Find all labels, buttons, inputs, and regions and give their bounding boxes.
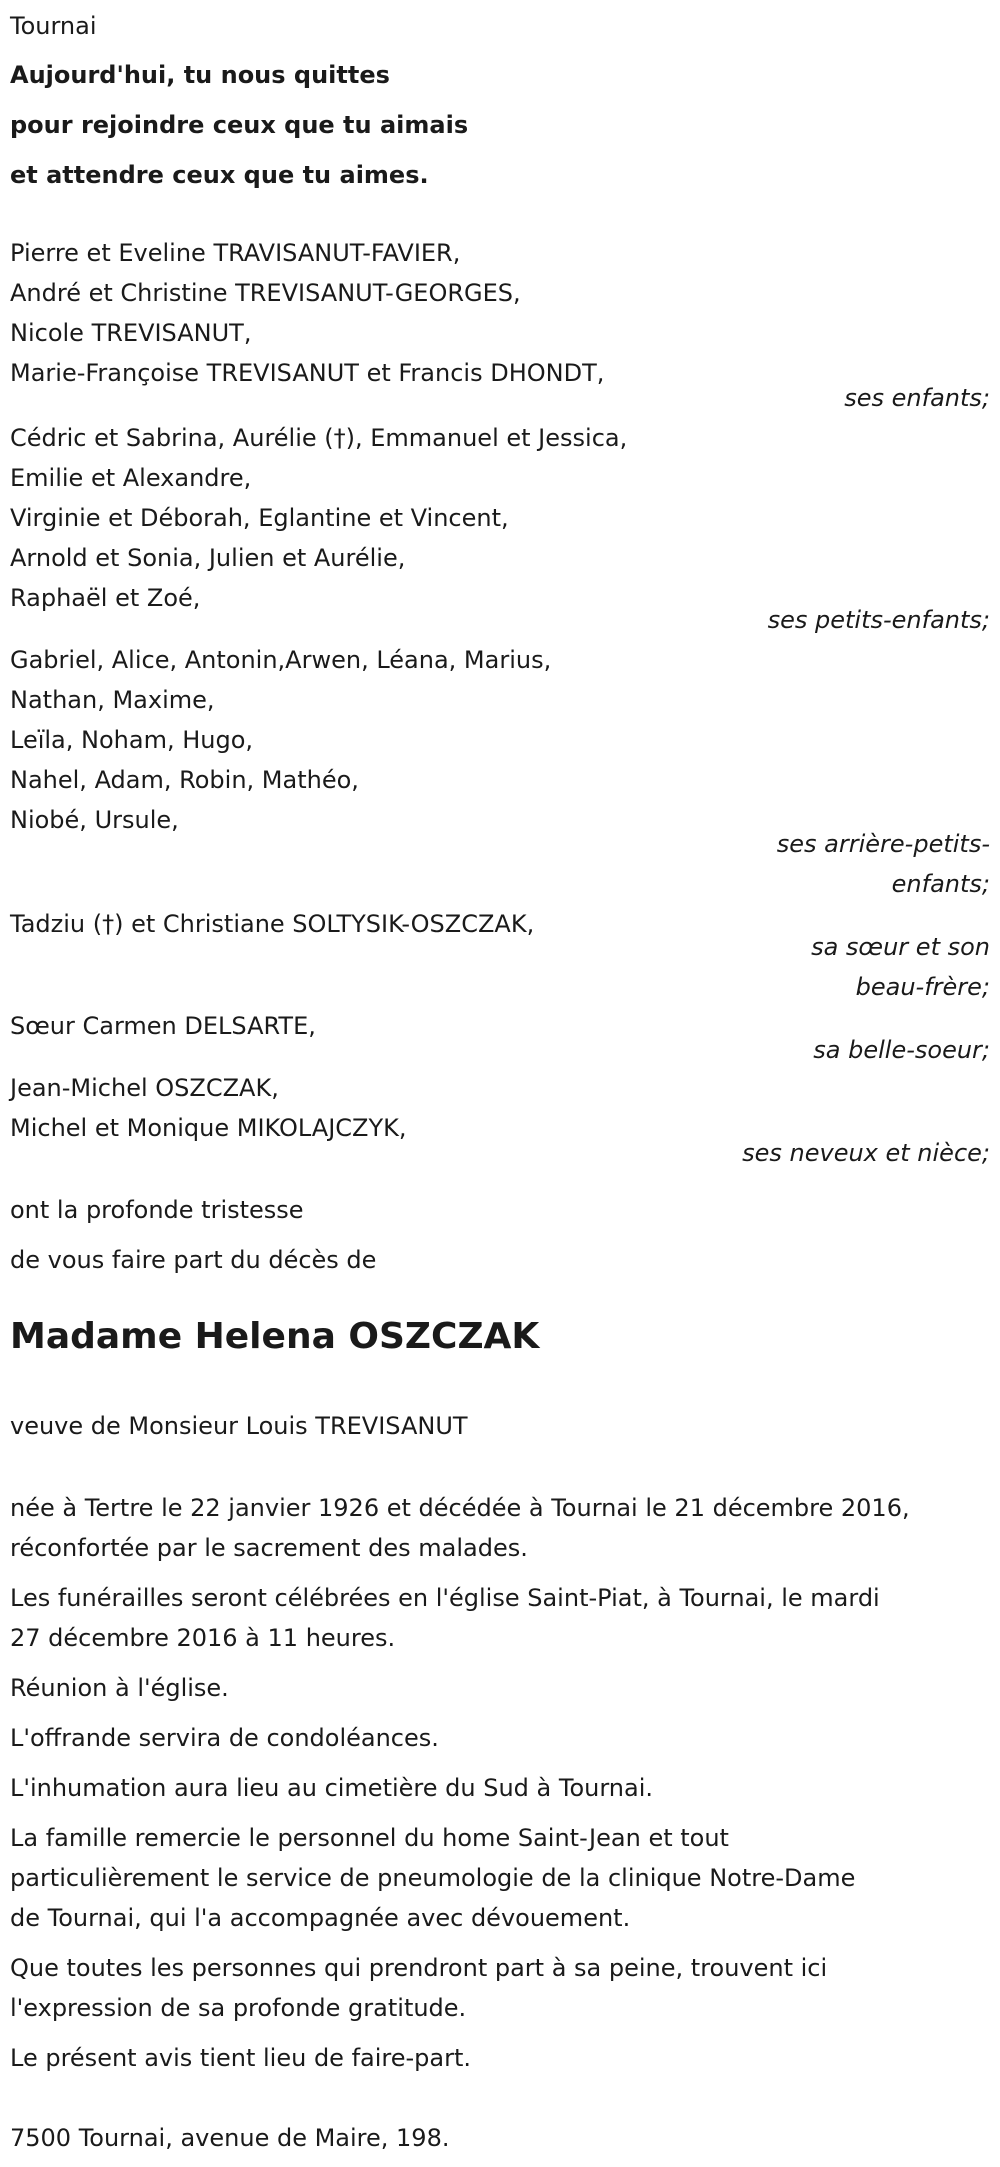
arriere-line-5: Niobé, Ursule, [10, 806, 179, 834]
announce-line-1: ont la profonde tristesse [10, 1196, 304, 1224]
announce-line-2: de vous faire part du décès de [10, 1246, 377, 1274]
petits-enfants-line-2: Emilie et Alexandre, [10, 464, 252, 492]
arriere-line-3: Leïla, Noham, Hugo, [10, 726, 254, 754]
poem-line-1: Aujourd'hui, tu nous quittes [10, 61, 390, 89]
arriere-line-4: Nahel, Adam, Robin, Mathéo, [10, 766, 359, 794]
belle-soeur-label: sa belle-soeur; [813, 1036, 990, 1064]
petits-enfants-line-4: Arnold et Sonia, Julien et Aurélie, [10, 544, 406, 572]
enfants-line-1: Pierre et Eveline TRAVISANUT-FAVIER, [10, 239, 461, 267]
petits-enfants-line-3: Virginie et Déborah, Eglantine et Vincent, [10, 504, 509, 532]
soeur-label-2: beau-frère; [855, 973, 990, 1001]
arriere-line-1: Gabriel, Alice, Antonin,Arwen, Léana, Marius, [10, 646, 552, 674]
soeur-label-1: sa sœur et son [811, 933, 990, 961]
arriere-label-2: enfants; [891, 870, 990, 898]
arriere-line-2: Nathan, Maxime, [10, 686, 215, 714]
enfants-line-4: Marie-Françoise TREVISANUT et Francis DHONDT, [10, 359, 605, 387]
details-line-1: née à Tertre le 22 janvier 1926 et décédée à Tournai le 21 décembre 2016, [10, 1494, 910, 1522]
petits-enfants-line-1: Cédric et Sabrina, Aurélie (†), Emmanuel et Jessica, [10, 424, 628, 452]
petits-enfants-line-5: Raphaël et Zoé, [10, 584, 201, 612]
details-line-12: l'expression de sa profonde gratitude. [10, 1994, 467, 2022]
soeur-line: Tadziu (†) et Christiane SOLTYSIK-OSZCZAK, [10, 910, 535, 938]
belle-soeur-line: Sœur Carmen DELSARTE, [10, 1012, 316, 1040]
details-line-7: L'inhumation aura lieu au cimetière du Sud à Tournai. [10, 1774, 654, 1802]
neveux-line-2: Michel et Monique MIKOLAJCZYK, [10, 1114, 407, 1142]
details-line-6: L'offrande servira de condoléances. [10, 1724, 439, 1752]
poem-line-2: pour rejoindre ceux que tu aimais [10, 111, 469, 139]
neveux-label: ses neveux et nièce; [742, 1139, 990, 1167]
neveux-line-1: Jean-Michel OSZCZAK, [10, 1074, 279, 1102]
petits-enfants-label: ses petits-enfants; [767, 606, 990, 634]
deceased-name: Madame Helena OSZCZAK [10, 1316, 540, 1357]
enfants-label: ses enfants; [844, 384, 990, 412]
address: 7500 Tournai, avenue de Maire, 198. [10, 2124, 450, 2152]
details-line-8: La famille remercie le personnel du home Saint-Jean et tout [10, 1824, 729, 1852]
details-line-11: Que toutes les personnes qui prendront part à sa peine, trouvent ici [10, 1954, 828, 1982]
enfants-line-3: Nicole TREVISANUT, [10, 319, 252, 347]
poem-line-3: et attendre ceux que tu aimes. [10, 161, 429, 189]
details-line-3: Les funérailles seront célébrées en l'église Saint-Piat, à Tournai, le mardi [10, 1584, 880, 1612]
details-line-10: de Tournai, qui l'a accompagnée avec dévouement. [10, 1904, 631, 1932]
city-header: Tournai [10, 12, 97, 40]
widow-of: veuve de Monsieur Louis TREVISANUT [10, 1412, 468, 1440]
enfants-line-2: André et Christine TREVISANUT-GEORGES, [10, 279, 521, 307]
details-line-2: réconfortée par le sacrement des malades. [10, 1534, 528, 1562]
details-line-5: Réunion à l'église. [10, 1674, 229, 1702]
details-line-13: Le présent avis tient lieu de faire-part. [10, 2044, 472, 2072]
details-line-9: particulièrement le service de pneumologie de la clinique Notre-Dame [10, 1864, 856, 1892]
details-line-4: 27 décembre 2016 à 11 heures. [10, 1624, 396, 1652]
arriere-label-1: ses arrière-petits- [776, 830, 990, 858]
